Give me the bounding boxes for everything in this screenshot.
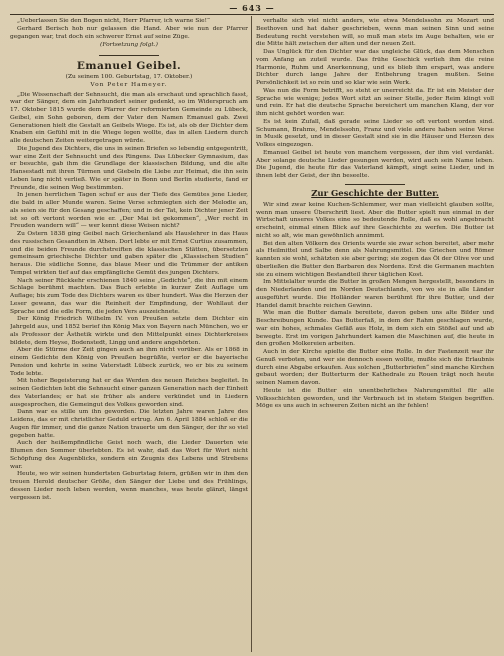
article-paragraph: Aber die Stürme der Zeit gingen auch an ihm nicht vorüber. Als er 1868 in einem Gedichte den König von Preußen begrüßte, verlor er die bayerische Pension und kehrte in seine Vaterstadt Lübeck zurück, wo er bis zu seinem Tode lebte. — [10, 347, 248, 377]
article-paragraph: Heute, wo wir seinen hundertsten Geburtstag feiern, grüßen wir in ihm den treuen Herold deutscher Größe, den Sänger der Liebe und des Frühlings, dessen Lieder noch leben werden, wenn manches, was heute glänzt, längst vergessen ist. — [10, 471, 248, 501]
article-paragraph: Heute ist die Butter ein unentbehrliches Nahrungsmittel für alle Volksschichten geworden, und ihr Verbrauch ist in stetem Steigen begriffen. Möge es uns auch in schweren Zeiten nicht an ihr fehlen! — [256, 387, 494, 410]
article-paragraph: Im Mittelalter wurde die Butter in großen Mengen hergestellt, besonders in den Niederlanden und im Norden Deutschlands, von wo sie in alle Länder ausgeführt wurde. Die Holländer waren berühmt für ihre Butter, und der Handel damit brachte reichen Gewinn. — [256, 279, 494, 309]
article-paragraph: Nach seiner Rückkehr erschienen 1840 seine „Gedichte“, die ihn mit einem Schlage berühmt machten. Das Buch erlebte in kurzer Zeit Auflage um Auflage; bis zum Tode des Dichters waren es über hundert. Was die Herzen der Leser gewann, das war die Reinheit der Empfindung, der Wohllaut der Sprache und die edle Form, die jeden Vers auszeichnete. — [10, 277, 248, 315]
article-paragraph: verhalte sich viel nicht anders, wie etwa Mendelssohn zu Mozart und Beethoven und hat daher geschrieben, wenn man seinen Sinn und seine Bedeutung recht verstehen will, so muß man stets im Auge behalten, wie er die Mitte hält zwischen der alten und der neuen Zeit. — [256, 18, 494, 48]
header-rule — [10, 14, 494, 15]
section-divider — [99, 55, 159, 56]
column-separator — [251, 16, 252, 652]
article-paragraph: Dann war es stille um ihn geworden. Die letzten Jahre waren Jahre des Leidens, das er mit christlicher Geduld ertrug. Am 6. April 1884 schloß er die Augen für immer, und die ganze Nation trauerte um den Sänger, der ihr so viel gegeben hatte. — [10, 409, 248, 439]
left-column — [10, 18, 248, 650]
article-paragraph: Was nun die Form betrifft, so steht er unerreicht da. Er ist ein Meister der Sprache wie wenige; jedes Wort sitzt an seiner Stelle, jeder Reim klingt voll und rein. Er hat die deutsche Sprache bereichert um manchen Klang, der vor ihm nicht gehört worden war. — [256, 87, 494, 117]
article-title-butter: Zur Geschichte der Butter. — [311, 188, 439, 199]
article-paragraph: Auch in der Kirche spielte die Butter eine Rolle. In der Fastenzeit war ihr Genuß verboten, und wer sie dennoch essen wollte, mußte sich die Erlaubnis durch eine Abgabe erkaufen. Aus solchen „Butterbriefen“ sind manche Kirchen gebaut worden; der Butterturm der Kathedrale zu Rouen trägt noch heute seinen Namen davon. — [256, 349, 494, 386]
article-author: Von Peter Hameyer. — [90, 81, 168, 88]
article-paragraph: Bei den alten Völkern des Orients wurde sie zwar schon bereitet, aber mehr als Heilmittel und Salbe denn als Nahrungsmittel. Die Griechen und Römer kannten sie wohl, schätzten sie aber gering; sie zogen das Öl der Olive vor und überließen die Butter den Barbaren des Nordens. Erst die Germanen machten sie zu einem wichtigen Bestandteil ihrer täglichen Kost. — [256, 240, 494, 278]
article-paragraph: Der König Friedrich Wilhelm IV. von Preußen setzte dem Dichter ein Jahrgeld aus, und 1852 berief ihn König Max von Bayern nach München, wo er als Professor der Ästhetik wirkte und den Mittelpunkt eines Dichterkreises bildete, dem Heyse, Bodenstedt, Lingg und andere angehörten. — [10, 316, 248, 346]
article-paragraph: Es ist kein Zufall, daß gerade seine Lieder so oft vertont worden sind. Schumann, Brahms, Mendelssohn, Franz und viele andere haben seine Verse in Musik gesetzt, und in dieser Gestalt sind sie in die Häuser und Herzen des Volkes eingezogen. — [256, 118, 494, 148]
article-paragraph: Auch der heißempfindliche Geist noch wach, die Lieder Dauerten wie Blumen den Sommer überlebten. Es ist wahr, daß das Wort für Wort nicht Schöpfung des Augenblicks, sondern ein Zeugnis des Lebens und Strebens war. — [10, 440, 248, 470]
article-paragraph: Wie man die Butter damals bereitete, davon geben uns alte Bilder und Beschreibungen Kunde. Das Butterfaß, in dem der Rahm geschlagen wurde, war ein hohes, schmales Gefäß aus Holz, in dem sich ein Stößel auf und ab bewegte. Erst im vorigen Jahrhundert kamen die Maschinen auf, die heute in den großen Molkereien arbeiten. — [256, 310, 494, 348]
article-paragraph: Wir sind zwar keine Kuchen-Schlemmer, wer man vielleicht glauben sollte, wenn man unsere Überschrift liest. Aber die Butter spielt nun einmal in der Wirtschaft unseres Volkes eine so bedeutende Rolle, daß es wohl angebracht erscheint, einmal einen Blick auf ihre Geschichte zu werfen. Die Butter ist nicht so alt, wie man gewöhnlich annimmt. — [256, 201, 494, 239]
article-paragraph: Die Jugend des Dichters, die uns in seinen Briefen so lebendig entgegentritt, war eine Zeit der Sehnsucht und des Ringens. Das Lübecker Gymnasium, das er besuchte, gab ihm die Grundlage der klassischen Bildung, und die alte Hansestadt mit ihren Türmen und Giebeln die Liebe zur Heimat, die ihn sein Leben lang nicht verließ. Wie er später in Bonn und Berlin studierte, fand er Freunde, die seinen Weg bestimmten. — [10, 145, 248, 191]
article-subtitle: (Zu seinem 100. Geburtstag, 17. Oktober.) — [65, 74, 193, 80]
article-paragraph: Das Unglück für den Dichter war das ungleiche Glück, das dem Menschen vom Anfang an zuteil wurde. Das frühe Geschick verlieh ihm die reine Harmonie, Ruhm und Anerkennung, und es blieb ihm erspart, was andere Dichter durch lange Jahre der Entbehrung tragen mußten. Seine Persönlichkeit ist so rein und so klar wie sein Werk. — [256, 49, 494, 86]
article-paragraph: „Die Wissenschaft der Sehnsucht, die man als erschaut und sprachlich fasst, war der Sänger, dem ein Jahrhundert seiner gedenkt, so im Widerspruch am 17. Oktober 1815 wurde dem Pfarrer der reformierten Gemeinde zu Lübeck, Geibel, ein Sohn geboren, dem der Vater den Namen Emanuel gab. Zwei Generationen hielt die Gestalt an Geibels Wiege. Es ist, als ob der Dichter dem Knaben ein Gefühl mit in die Wiege legen wollte, das in allen Liedern durch alle deutschen Zeiten weitergetragen würde. — [10, 91, 248, 144]
right-column — [256, 18, 494, 650]
article-paragraph: Mit hoher Begeisterung hat er das Werden des neuen Reiches begleitet. In seinen Gedichten lebt die Sehnsucht einer ganzen Generation nach der Einheit des Vaterlandes; er hat sie früher als andere verkündet und in Liedern ausgesprochen, die Gemeingut des Volkes geworden sind. — [10, 378, 248, 408]
page-number: — 643 — — [229, 3, 275, 13]
opening-paragraph-1: „Ueberlassen Sie den Bogen nicht, Herr Pfarrer, ich warne Sie!“ — [17, 18, 211, 24]
article-title-geibel: Emanuel Geibel. — [76, 60, 182, 72]
article-paragraph: In jenen herrlichen Tagen schuf er aus der Tiefe des Gemütes jene Lieder, die bald in aller Munde waren. Seine Verse schmiegten sich der Melodie an, als seien sie für den Gesang geschaffen; und in der Tat, kein Dichter jener Zeit ist so oft vertont worden wie er. „Der Mai ist gekommen“, „Wer recht in Freuden wandern will“ — wer kennt diese Weisen nicht? — [10, 192, 248, 230]
article-paragraph: Emanuel Geibel ist heute von manchem vergessen, der ihm viel verdankt. Aber solange deutsche Lieder gesungen werden, wird auch sein Name leben. Die Jugend, die heute für das Vaterland kämpft, singt seine Lieder, und in ihnen lebt der Geist, der ihn beseelte. — [256, 149, 494, 179]
article-paragraph: Zu Ostern 1838 ging Geibel nach Griechenland als Hauslehrer in das Haus des russischen Gesandten in Athen. Dort lebte er mit Ernst Curtius zusammen, und die beiden Freunde durchstreiften die klassischen Stätten, übersetzten gemeinsam griechische Dichter und gaben später die „Klassischen Studien“ heraus. Die südliche Sonne, das blaue Meer und die Trümmer der antiken Tempel wirkten tief auf das empfängliche Gemüt des jungen Dichters. — [10, 231, 248, 276]
section-divider — [345, 184, 405, 185]
continuation-note: (Fortsetzung folgt.) — [100, 42, 158, 49]
opening-paragraph-2: Gerhard Berisch hob nur gelassen die Hand. Aber wie nun der Pfarrer gegangen war, trat doch ein schwerer Ernst auf seine Züge. — [10, 25, 248, 40]
